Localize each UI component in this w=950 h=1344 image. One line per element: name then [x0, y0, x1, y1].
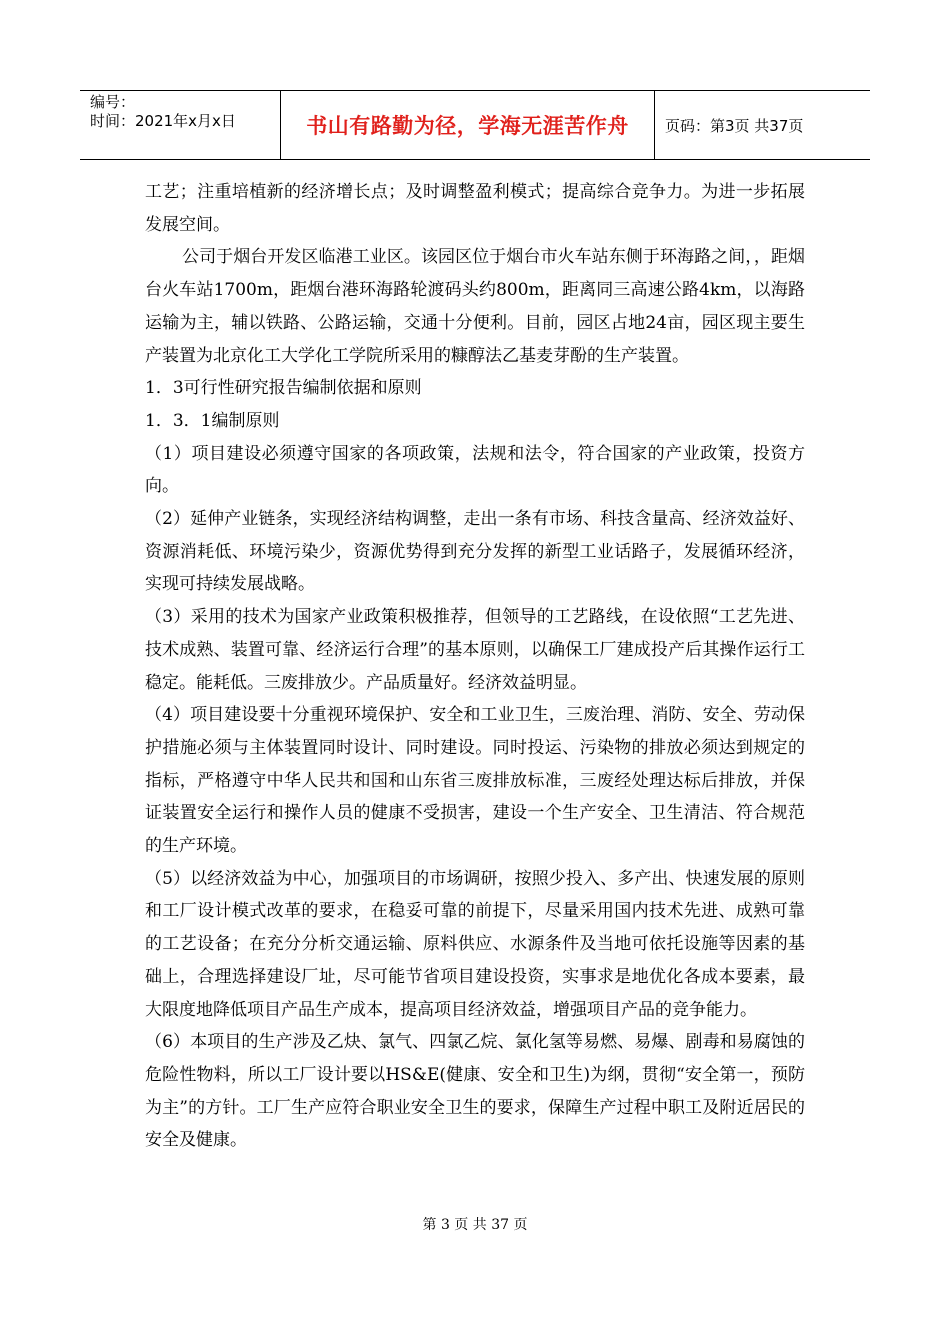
section-heading: 1．3可行性研究报告编制依据和原则 — [145, 378, 422, 399]
paragraph: 公司于烟台开发区临港工业区。该园区位于烟台市火车站东侧于环海路之间，，距烟台火车站1700m，距烟台港环海路轮渡码头约800m，距离同三高速公路4km，以海路运输为主，辅以铁路、公路运输，交通十分便利。目前，园区占地24亩，园区现主要生产装置为北京化工大学化工学院所采用的糠醇法乙基麦芽酚的生产装置。 — [145, 247, 805, 366]
header-motto: 书山有路勤为径，学海无涯苦作舟 — [280, 91, 655, 159]
header-page-info: 页码：第3页 共37页 — [665, 116, 804, 135]
principle-item: （2）延伸产业链条，实现经济结构调整，走出一条有市场、科技含量高、经济效益好、资源消耗低、环境污染少，资源优势得到充分发挥的新型工业话路子，发展循环经济，实现可持续发展战略。 — [145, 509, 805, 595]
paragraph: 工艺；注重培植新的经济增长点；及时调整盈利模式；提高综合竞争力。为进一步拓展发展空间。 — [145, 182, 805, 235]
document-number-label: 编号： — [90, 93, 136, 111]
document-body — [145, 176, 805, 1157]
principle-item: （4）项目建设要十分重视环境保护、安全和工业卫生，三废治理、消防、安全、劳动保护措施必须与主体装置同时设计、同时建设。同时投运、污染物的排放必须达到规定的指标，严格遵守中华人民共和国和山东省三废排放标准，三废经处理达标后排放，并保证装置安全运行和操作人员的健康不受损害，建设一个生产安全、卫生清洁、符合规范的生产环境。 — [145, 705, 805, 857]
principle-item: （6）本项目的生产涉及乙炔、氯气、四氯乙烷、氯化氢等易燃、易爆、剧毒和易腐蚀的危险性物料，所以工厂设计要以HS&E(健康、安全和卫生)为纲，贯彻“安全第一，预防为主”的方针。工厂生产应符合职业安全卫生的要求，保障生产过程中职工及附近居民的安全及健康。 — [145, 1032, 805, 1151]
page-header — [80, 90, 870, 160]
principle-item: （3）采用的技术为国家产业政策积极推荐，但领导的工艺路线，在设依照“工艺先进、技术成熟、装置可靠、经济运行合理”的基本原则，以确保工厂建成投产后其操作运行工稳定。能耗低。三废排放少。产品质量好。经济效益明显。 — [145, 607, 805, 693]
principle-item: （5）以经济效益为中心，加强项目的市场调研，按照少投入、多产出、快速发展的原则和工厂设计模式改革的要求，在稳妥可靠的前提下，尽量采用国内技术先进、成熟可靠的工艺设备；在充分分析交通运输、原料供应、水源条件及当地可依托设施等因素的基础上，合理选择建设厂址，尽可能节省项目建设投资，实事求是地优化各成本要素，最大限度地降低项目产品生产成本，提高项目经济效益，增强项目产品的竞争能力。 — [145, 868, 805, 1020]
page-footer: 第 3 页 共 37 页 — [422, 1217, 528, 1233]
header-meta — [80, 91, 280, 159]
subsection-heading: 1．3．1编制原则 — [145, 410, 280, 431]
document-date-label: 时间：2021年x月x日 — [90, 112, 236, 130]
principle-item: （1）项目建设必须遵守国家的各项政策，法规和法令，符合国家的产业政策，投资方向。 — [145, 443, 805, 497]
